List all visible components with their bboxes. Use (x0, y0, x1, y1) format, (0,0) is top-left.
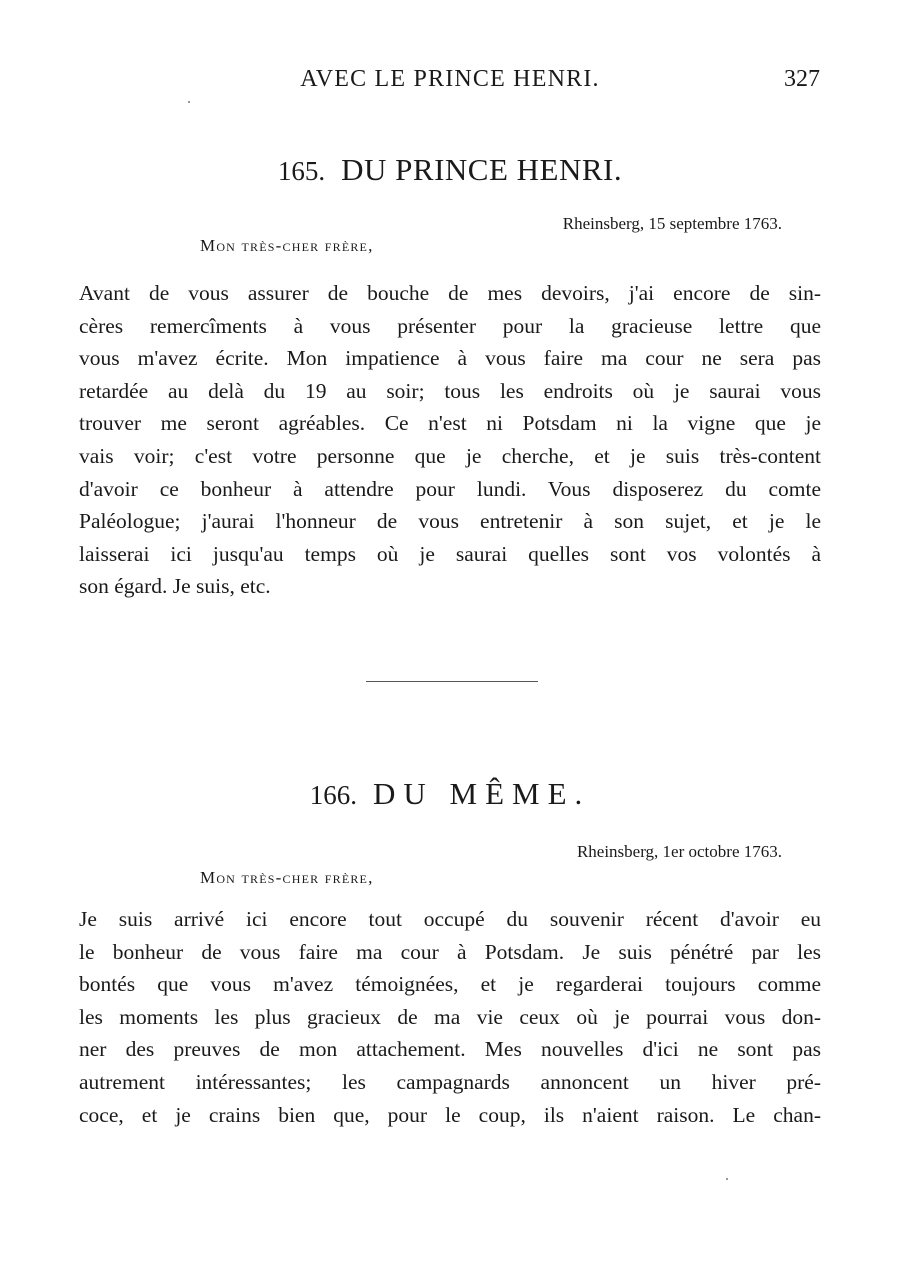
text-line: cères remercîments à vous présenter pour la gracieuse lettre que (79, 313, 821, 338)
text-line: Avant de vous assurer de bouche de mes devoirs, j'ai encore de sin- (79, 281, 821, 305)
letter-dateline: Rheinsberg, 15 septembre 1763. (562, 214, 782, 233)
text-line: le bonheur de vous faire ma cour à Potsdam. Je suis pénétré par les (79, 939, 821, 964)
paper-speck (188, 101, 190, 103)
letter-body-166 (79, 903, 821, 1131)
text-line: Je suis arrivé ici encore tout occupé du souvenir récent d'avoir eu (79, 907, 821, 931)
paper-speck (726, 1178, 728, 1180)
text-line: laisserai ici jusqu'au temps où je saurai quelles sont vos volontés à (79, 541, 821, 566)
text-line: retardée au delà du 19 au soir; tous les endroits où je saurai vous (79, 378, 821, 403)
letter-salutation: Mon très-cher frère, (200, 868, 374, 887)
text-line: les moments les plus gracieux de ma vie ceux où je pourrai vous don- (79, 1004, 821, 1029)
text-line: trouver me seront agréables. Ce n'est ni Potsdam ni la vigne que je (79, 411, 821, 436)
letter-salutation: Mon très-cher frère, (200, 236, 374, 255)
page-number: 327 (784, 66, 820, 92)
text-line: Paléologue; j'aurai l'honneur de vous entretenir à son sujet, et je le (79, 509, 821, 534)
text-line: autrement intéressantes; les campagnards annoncent un hiver pré- (79, 1069, 821, 1094)
running-title: AVEC LE PRINCE HENRI. (300, 66, 600, 92)
text-line: vous m'avez écrite. Mon impatience à vous faire ma cour ne sera pas (79, 346, 821, 371)
letter-heading-165 (0, 152, 900, 188)
letter-dateline: Rheinsberg, 1er octobre 1763. (576, 842, 782, 861)
letter-number: 166. (309, 780, 357, 810)
text-line: bontés que vous m'avez témoignées, et je regarderai toujours comme (79, 972, 821, 997)
text-line: vais voir; c'est votre personne que je cherche, et je suis très-content (79, 443, 821, 468)
text-line: ner des preuves de mon attachement. Mes nouvelles d'ici ne sont pas (79, 1037, 821, 1062)
letter-title: DU MÊME. (372, 776, 591, 811)
letter-number: 165. (277, 156, 326, 186)
text-line: coce, et je crains bien que, pour le coup, ils n'aient raison. Le chan- (79, 1102, 821, 1127)
text-line: d'avoir ce bonheur à attendre pour lundi. Vous disposerez du comte (79, 476, 821, 501)
letter-heading-166 (0, 776, 900, 812)
letter-title: DU PRINCE HENRI. (341, 152, 623, 187)
section-divider (366, 681, 538, 682)
letter-body-165 (79, 277, 821, 603)
running-head (0, 62, 900, 102)
text-line: son égard. Je suis, etc. (79, 574, 271, 599)
